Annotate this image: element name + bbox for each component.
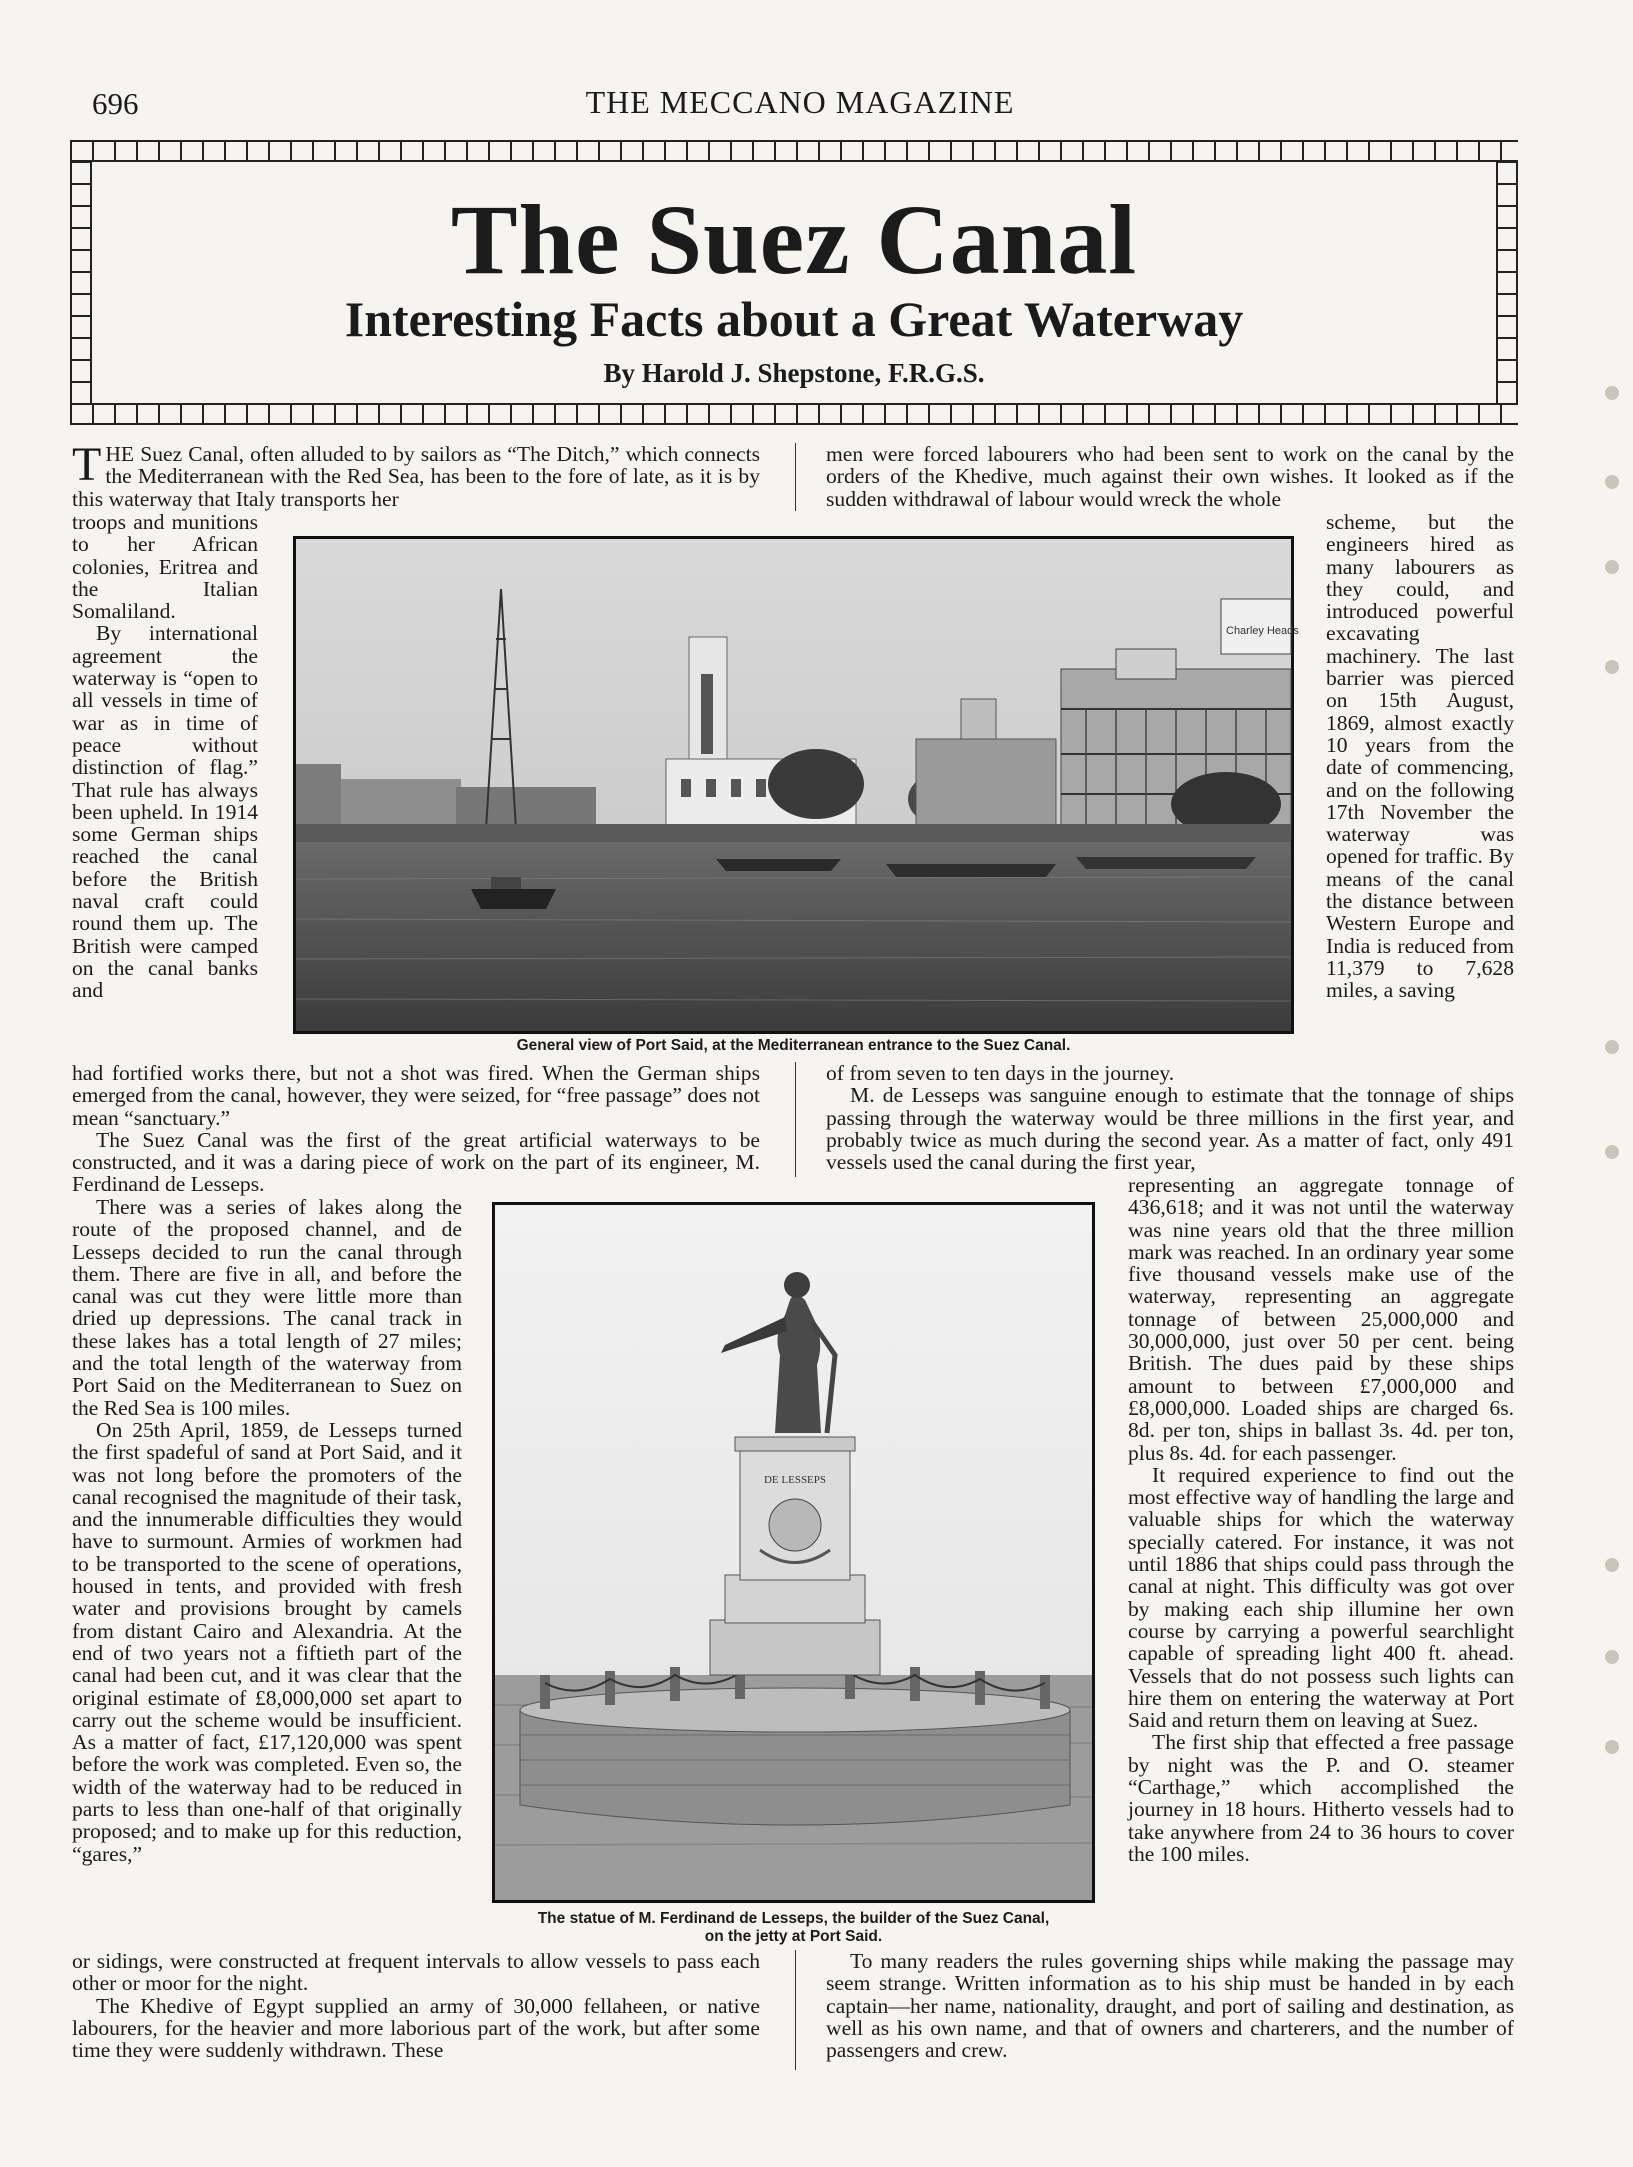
text-narrow-left (72, 511, 258, 1002)
caption-line: The statue of M. Ferdinand de Lesseps, the builder of the Suez Canal, (537, 1910, 1050, 1927)
paragraph: The Khedive of Egypt supplied an army of 30,000 fellaheen, or native labourers, for the heavier and more laborious part of the work, but after some time they were suddenly withdrawn. These (72, 1993, 760, 2063)
caption-line: on the jetty at Port Said. (704, 1928, 883, 1945)
paragraph: It required experience to find out the most effective way of handling the large and valuable ships for which the waterway specially catered. For instance, it was not until 1886 that ships could pass through the canal at night. This difficulty was got over by making each ship illumine her own course by carrying a powerful searchlight capable of spreading light 400 ft. ahead. Vessels that do not possess such lights can hire them on entering the waterway at Port Said and return them on leaving at Suez. (1128, 1462, 1514, 1733)
decorative-border-bottom (70, 403, 1518, 425)
paragraph: men were forced labourers who had been sent to work on the canal by the orders of the Khedive, much against their own wishes. It looked as if the sudden withdrawal of labour would wreck the whole (826, 442, 1514, 511)
title-box (70, 140, 1518, 425)
caption-statue (482, 1910, 1105, 1946)
binding-hole (1605, 386, 1619, 400)
text-narrow-right (1326, 511, 1514, 1002)
magazine-title: THE MECCANO MAGAZINE (585, 84, 1015, 120)
binding-hole (1605, 1650, 1619, 1664)
paragraph: To many readers the rules governing ships while making the passage may seem strange. Written information as to his ship must be handed in by each captain—her name, nationality, draught, and port of sailing and destination, as well as his own name, and that of owners and charterers, and the number of passengers and crew. (826, 1949, 1514, 2063)
paragraph: of from seven to ten days in the journey. (826, 1061, 1175, 1085)
plinth-text: DE LESSEPS (763, 1474, 827, 1486)
text-left-bottom (72, 1950, 760, 2061)
binding-hole (1605, 1145, 1619, 1159)
text-right-lower (1128, 1174, 1514, 1865)
binding-hole (1605, 1740, 1619, 1754)
caption-port-said: General view of Port Said, at the Mediterranean entrance to the Suez Canal. (516, 1037, 1071, 1054)
statue-illustration (495, 1205, 1092, 1900)
article-subtitle: Interesting Facts about a Great Waterway (344, 291, 1244, 347)
paragraph: The Suez Canal was the first of the great artificial waterways to be constructed, and it was a daring piece of work on the part of its engineer, M. Ferdinand de Lesseps. (72, 1127, 760, 1197)
text-left-middle (72, 1062, 760, 1196)
paragraph: troops and munitions to her African colonies, Eritrea and the Italian Somaliland. (72, 510, 258, 624)
text-right-middle (826, 1062, 1514, 1173)
column-divider (795, 1950, 796, 2070)
port-said-photo (293, 536, 1299, 1034)
drop-cap: T (72, 438, 102, 491)
decorative-border-top (70, 140, 1518, 162)
text-top-left (72, 438, 760, 511)
paragraph: or sidings, were constructed at frequent intervals to allow vessels to pass each other or moor for the night. (72, 1949, 760, 1996)
article-byline: By Harold J. Shepstone, F.R.G.S. (603, 358, 985, 388)
paragraph: There was a series of lakes along the route of the proposed channel, and de Lesseps decided to run the canal through them. There are five in all, and before the canal was cut they were little more than dried up depressions. The canal track in these lakes has a total length of 27 miles; and the total length of the waterway from Port Said on the Mediterranean to Suez on the Red Sea is 100 miles. (72, 1195, 462, 1420)
column-divider (795, 443, 796, 511)
binding-hole (1605, 475, 1619, 489)
paragraph: had fortified works there, but not a shot was fired. When the German ships emerged from the canal, however, they were seized, for “free passage” does not mean “sanctuary.” (72, 1061, 760, 1130)
paragraph: representing an aggregate tonnage of 436,618; and it was not until the waterway was nine years old that the three million mark was reached. In an ordinary year some five thousand vessels make use of the waterway, representing an aggregate tonnage of between 25,000,000 and 30,000,000, just over 50 per cent. being British. The dues paid by these ships amount to between £7,000,000 and £8,000,000. Loaded ships are charged 6s. 8d. per ton, ships in ballast 3s. 4d. per ton, plus 8s. 4d. for each passenger. (1128, 1173, 1514, 1465)
column-divider (795, 1062, 796, 1177)
binding-hole (1605, 660, 1619, 674)
binding-hole (1605, 560, 1619, 574)
paragraph: M. de Lesseps was sanguine enough to estimate that the tonnage of ships passing through the waterway would be three millions in the first year, and probably twice as much during the second year. As a matter of fact, only 491 vessels used the canal during the first year, (826, 1083, 1514, 1175)
port-said-illustration (296, 539, 1299, 1031)
page-number: 696 (92, 86, 139, 121)
text-left-lower (72, 1196, 462, 1865)
paragraph: scheme, but the engineers hired as many labourers as they could, and introduced powerful excavating machinery. The last barrier was pierced on 15th August, 1869, almost exactly 10 years from the date of commencing, and on the following 17th November the waterway was opened for traffic. By means of the canal the distance between Western Europe and India is reduced from 11,379 to 7,628 miles, a saving (1326, 510, 1514, 1003)
statue-photo (492, 1202, 1095, 1903)
paragraph: The first ship that effected a free passage by night was the P. and O. steamer “Carthage,” which accomplished the journey in 18 hours. Hitherto vessels had to take anywhere from 24 to 36 hours to cover the 100 miles. (1128, 1730, 1514, 1866)
article-title: The Suez Canal (450, 184, 1138, 295)
text-top-right (826, 443, 1514, 510)
paragraph: On 25th April, 1859, de Lesseps turned the first spadeful of sand at Port Said, and it was not long before the promoters of the canal recognised the magnitude of their task, and the innumerable difficulties they would have to surmount. Armies of workmen had to be transported to the scene of operations, housed in tents, and provided with fresh water and provisions brought by camels from distant Cairo and Alexandria. At the end of two years not a fiftieth part of the canal had been cut, and it was clear that the original estimate of £8,000,000 set apart to carry out the scheme would be insufficient. As a matter of fact, £17,120,000 was spent before the work was completed. Even so, the width of the waterway had to be reduced in parts to less than one-half of that originally proposed; and to make up for this reduction, “gares,” (72, 1417, 462, 1866)
binding-hole (1605, 1040, 1619, 1054)
sign-text: Charley Heads (1226, 625, 1299, 637)
paragraph: HE Suez Canal, often alluded to by sailors as “The Ditch,” which connects the Mediterranean with the Red Sea, has been to the fore of late, as it is by this waterway that Italy transports her (72, 442, 760, 511)
text-right-bottom (826, 1950, 1514, 2061)
binding-hole (1605, 1558, 1619, 1572)
paragraph: By international agreement the waterway is “open to all vessels in time of war as in time of peace without distinction of flag.” That rule has always been upheld. In 1914 some German ships reached the canal before the British naval craft could round them up. The British were camped on the canal banks and (72, 621, 258, 1003)
